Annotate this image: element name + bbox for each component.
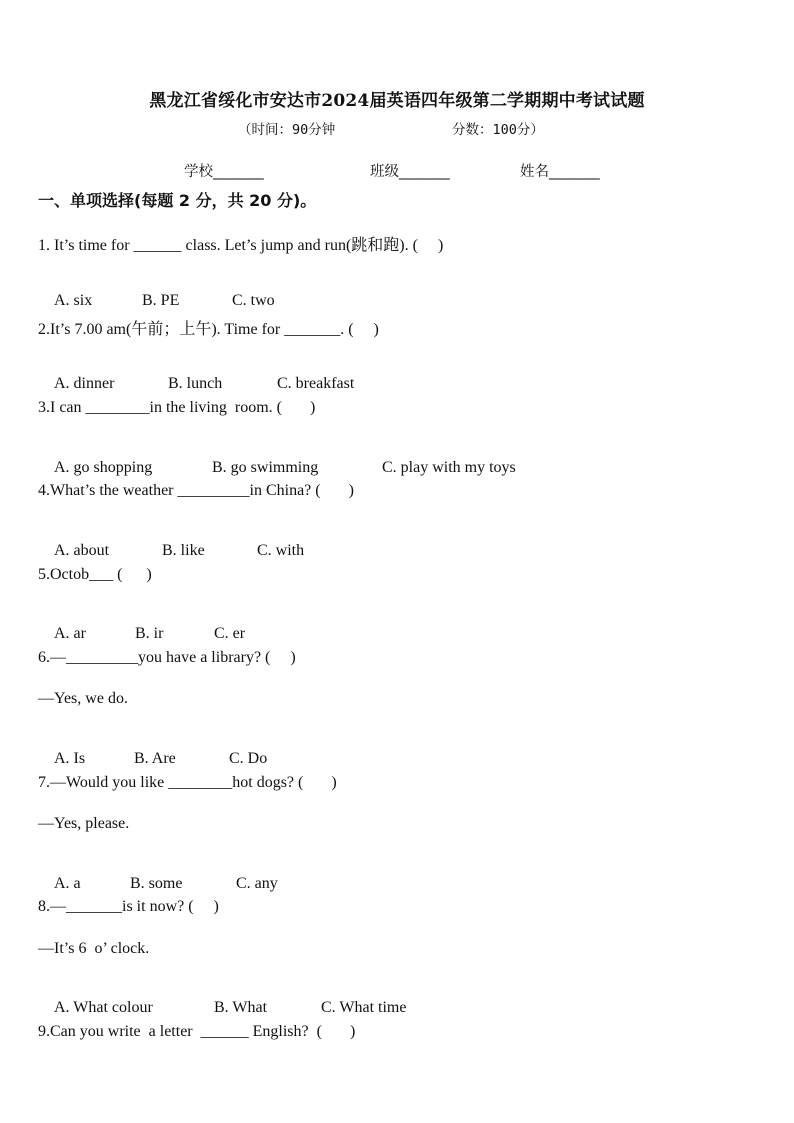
option-a: A. dinner xyxy=(54,375,115,392)
question-2: 2.It’s 7.00 am(午前；上午). Time for _______. ( ) xyxy=(38,321,379,338)
option-a: A. about xyxy=(54,542,110,559)
option-b: B. like xyxy=(162,542,205,559)
option-c: C. What time xyxy=(321,999,407,1016)
question-6: 6.—_________you have a library? ( ) xyxy=(38,649,296,666)
option-c: C. any xyxy=(236,875,278,892)
option-b: B. ir xyxy=(135,625,164,642)
option-a: A. six xyxy=(54,292,93,309)
question-8: 8.—_______is it now? ( ) xyxy=(38,898,219,915)
option-c: C. breakfast xyxy=(277,375,355,392)
question-7: 7.—Would you like ________hot dogs? ( ) xyxy=(38,774,337,791)
question-1: 1. It’s time for ______ class. Let’s jump and run(跳和跑). ( ) xyxy=(38,237,444,254)
school-field: 学校_______ xyxy=(184,164,264,180)
section-heading: 一、单项选择(每题 2 分，共 20 分)。 xyxy=(38,191,317,210)
page-title: 黑龙江省绥化市安达市2024届英语四年级第二学期期中考试试题 xyxy=(149,91,645,111)
option-b: B. some xyxy=(130,875,183,892)
name-field: 姓名_______ xyxy=(520,164,600,180)
option-b: B. PE xyxy=(142,292,180,309)
question-3: 3.I can ________in the living room. ( ) xyxy=(38,399,316,416)
option-b: B. Are xyxy=(134,750,176,767)
option-c: C. two xyxy=(232,292,275,309)
option-c: C. play with my toys xyxy=(382,459,516,476)
option-c: C. er xyxy=(214,625,246,642)
exam-score: 分数：100分） xyxy=(452,122,544,138)
exam-time: （时间：90分钟 xyxy=(238,122,336,138)
class-field: 班级_______ xyxy=(370,164,450,180)
question-4: 4.What’s the weather _________in China? ( ) xyxy=(38,482,354,499)
question-5: 5.Octob___ ( ) xyxy=(38,566,152,583)
option-c: C. with xyxy=(257,542,305,559)
option-a: A. Is xyxy=(54,750,86,767)
option-a: A. What colour xyxy=(54,999,153,1016)
option-a: A. go shopping xyxy=(54,459,153,476)
option-b: B. go swimming xyxy=(212,459,319,476)
option-b: B. What xyxy=(214,999,268,1016)
question-6-reply: —Yes, we do. xyxy=(38,690,128,707)
option-a: A. a xyxy=(54,875,81,892)
question-9: 9.Can you write a letter ______ English? ( ) xyxy=(38,1023,356,1040)
option-b: B. lunch xyxy=(168,375,223,392)
question-7-reply: —Yes, please. xyxy=(38,815,130,832)
question-8-reply: —It’s 6 o’ clock. xyxy=(38,940,150,957)
option-c: C. Do xyxy=(229,750,268,767)
option-a: A. ar xyxy=(54,625,86,642)
